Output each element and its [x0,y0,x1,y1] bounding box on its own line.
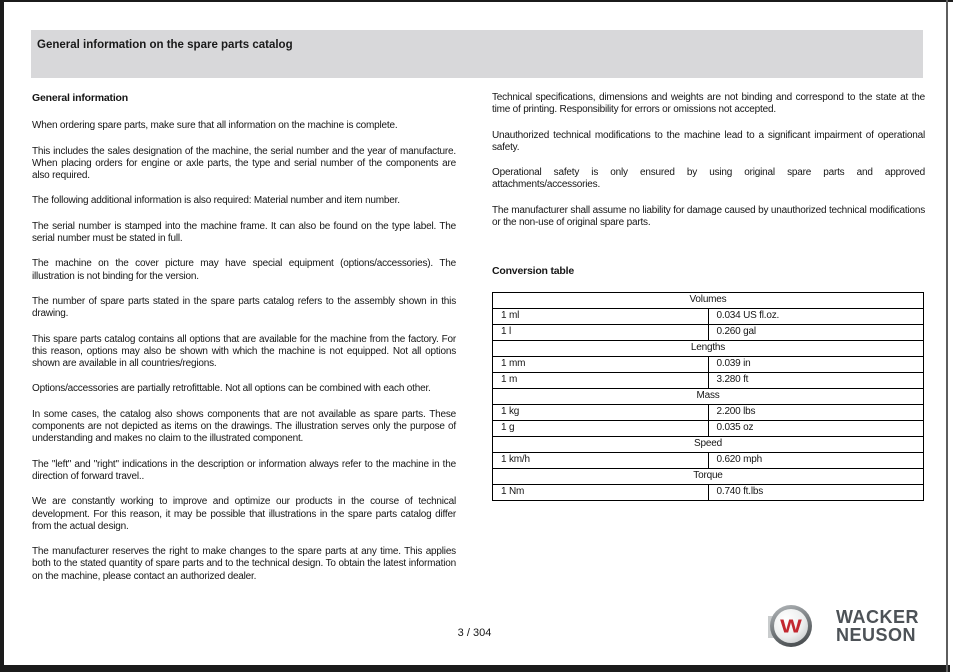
table-row [493,484,924,500]
paragraph: The machine on the cover picture may have special equipment (options/accessories). The illustration is not binding for the version. [32,258,456,282]
conversion-table-body [493,292,924,500]
paragraph: Unauthorized technical modifications to the machine lead to a significant impairment of operational safety. [492,129,925,153]
paragraph: The following additional information is also required: Material number and item number. [32,195,400,207]
page-border-top [0,0,953,2]
section-heading-conversion-table: Conversion table [492,265,574,278]
table-cell: 0.620 mph [708,452,924,468]
table-row [493,308,924,324]
paragraph: The manufacturer reserves the right to make changes to the spare parts at any time. This applies both to the stated quantity of spare parts and to the technical design. To obtain the latest information on the machine, please contact an authorized dealer. [32,546,456,582]
table-cell: 1 km/h [493,452,709,468]
paragraph: The manufacturer shall assume no liability for damage caused by unauthorized technical modifications or the non-use of original spare parts. [492,204,925,229]
table-section-row [493,436,924,452]
left-column [32,92,456,596]
table-section-header: Mass [493,388,924,404]
table-section-row [493,468,924,484]
page-number: 3 / 304 [457,627,492,639]
paragraph: Technical specifications, dimensions and weights are not binding and correspond to the state at the time of printing. Responsibility for errors or omissions not accepted. [492,92,925,116]
conversion-table [492,292,924,501]
table-cell: 0.035 oz [708,420,924,436]
table-cell: 1 ml [493,308,709,324]
paragraph: We are constantly working to improve and optimize our products in the course of technical development. For this reason, it may be possible that illustrations in the spare parts catalog differ from the actual design. [32,496,456,532]
chapter-title-bar [31,30,923,78]
paragraph: This spare parts catalog contains all options that are available for the machine from the factory. For this reason, options may also be shown with which the machine is not equipped. Not all options shown are available in all countries/regions. [32,333,456,370]
table-cell: 2.200 lbs [708,404,924,420]
table-row [493,420,924,436]
table-row [493,372,924,388]
page-border-bottom [0,665,950,672]
logo-badge-inner [774,609,808,643]
table-cell: 3.280 ft [708,372,924,388]
table-cell: 1 m [493,372,709,388]
logo-wordmark [836,608,919,644]
table-cell: 1 kg [493,404,709,420]
table-cell: 1 mm [493,356,709,372]
paragraph: The "left" and "right" indications in the description or information always refer to the machine in the direction of forward travel.. [32,458,456,482]
logo-w-monogram: W [780,614,802,637]
table-cell: 0.740 ft.lbs [708,484,924,500]
right-column [492,92,925,501]
logo-wordmark-line1: WACKER [836,607,919,627]
table-cell: 0.039 in [708,356,924,372]
table-cell: 1 l [493,324,709,340]
table-section-header: Speed [493,436,924,452]
page-border-left [0,0,4,672]
logo-badge-icon [770,605,812,647]
paragraph: Options/accessories are partially retrofittable. Not all options can be combined with each other. [32,383,431,395]
paragraph: The serial number is stamped into the machine frame. It can also be found on the type label. The serial number must be stated in full. [32,220,456,245]
section-heading-general-information: General information [32,92,128,104]
table-section-row [493,292,924,308]
table-row [493,404,924,420]
table-cell: 0.034 US fl.oz. [708,308,924,324]
table-row [493,452,924,468]
paragraph: When ordering spare parts, make sure that all information on the machine is complete. [32,120,398,132]
table-section-row [493,388,924,404]
table-cell: 1 Nm [493,484,709,500]
paragraph: This includes the sales designation of the machine, the serial number and the year of manufacture. When placing orders for engine or axle parts, the type and serial number of the components are also required. [32,145,456,182]
table-row [493,356,924,372]
logo-wordmark-line2: NEUSON [836,625,917,645]
wacker-neuson-logo [766,603,928,651]
table-section-row [493,340,924,356]
page-title: General information on the spare parts catalog [37,39,293,51]
paragraph: The number of spare parts stated in the spare parts catalog refers to the assembly shown in this drawing. [32,295,456,320]
paragraph: Operational safety is only ensured by using original spare parts and approved attachments/accessories. [492,167,925,191]
page-border-right [946,0,948,672]
table-section-header: Lengths [493,340,924,356]
table-section-header: Torque [493,468,924,484]
table-section-header: Volumes [493,292,924,308]
right-column-paragraphs [492,92,925,229]
table-cell: 1 g [493,420,709,436]
table-cell: 0.260 gal [708,324,924,340]
left-column-paragraphs [32,120,456,583]
paragraph: In some cases, the catalog also shows components that are not available as spare parts. These components are not depicted as items on the drawings. The illustration serves only the purpose of understanding and makes no claim to the illustrated component. [32,408,456,445]
table-row [493,324,924,340]
